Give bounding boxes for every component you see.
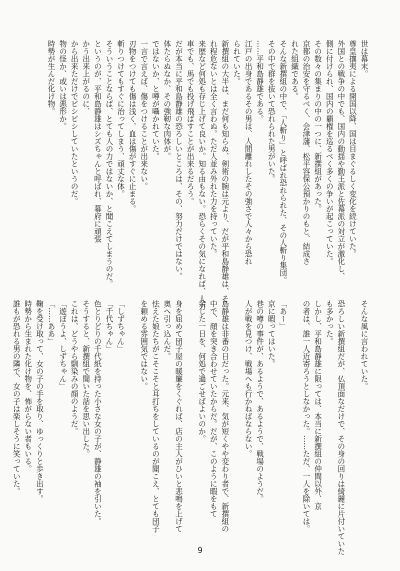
text-line bbox=[289, 300, 301, 505]
text-line: しかし、平和島静雄に限っては、本当に新撰組の仲間以外、京 bbox=[313, 300, 323, 510]
text-line: 物の怪か、或いは悪形か。 bbox=[58, 40, 68, 130]
text-line: 色とりどりの千代紙を持った小さな女の子が、静雄の袖を引いた。 bbox=[93, 300, 103, 525]
text-line bbox=[347, 300, 359, 505]
text-line: 人が戦を見つけ、戦場へも行かねばならない。 bbox=[244, 300, 254, 458]
text-line: 恐ろしい新撰組だが、仏頂面なだけで、その身の回りは綺麗に片付いていた bbox=[336, 300, 346, 555]
text-line: 島静雄は非番の日だった。元来、気が短くやや変わり者で、新撰組の bbox=[220, 300, 230, 533]
text-line: そういうことならば、とても人の力ではないか、と聞こえてしまうのだ。 bbox=[104, 40, 114, 288]
text-line: というのが、平和島静雄はシズちゃんと呼ばれ、幕府に頑張 bbox=[93, 40, 103, 243]
text-line: 「あー」 bbox=[278, 300, 288, 330]
text-line: 車でも、馬でも投げ飛ばすことが出来るだろう。 bbox=[186, 40, 196, 205]
text-line: だが本当に平和島静雄の恐ろしいところは、その、努力だけではない。 bbox=[174, 40, 184, 280]
text-line: ……平和島静雄である。 bbox=[255, 40, 265, 123]
text-line: ではないか、と噂が囁かれていた。 bbox=[151, 40, 161, 160]
text-line: られていた。 bbox=[232, 40, 242, 85]
text-line: 京都の治安を守るべく、会津藩、松平容保公預かりのもと、結成さ bbox=[302, 40, 312, 265]
text-line: 来歴など何処も存じ上げて良いか。知る由もない。恐らくその気になれば、人力 bbox=[197, 40, 207, 310]
text-line: 体たらぬなか、その強靭な肉体が。 bbox=[162, 40, 172, 160]
bottom-text-block bbox=[0, 300, 370, 555]
text-line: 江戸の出身であるその男は、人間離れしたその強さで人々から恐れ bbox=[244, 40, 254, 265]
text-line: れ程危ないとは全く言わぬ。ただ人並み外れた力を持っていた。 bbox=[209, 40, 219, 258]
text-line: 一言で言えば、傷をつけることが出来ない。 bbox=[139, 40, 149, 190]
text-line: 「千代ちゃん」 bbox=[104, 300, 114, 353]
text-line: そんな新撰組の中で、「人斬り」と呼ばれ恐れられた、その人斬り集団。 bbox=[278, 40, 288, 284]
text-line: 奥へ引っ込んだ。 bbox=[162, 300, 172, 360]
text-line: これは、どうやら馴染みの顔のようだ。 bbox=[70, 300, 80, 435]
text-line: 「遊ぼうよ、しずちゃん」 bbox=[58, 300, 68, 390]
text-line: から出来ただけでビシビシしていたというのだ。 bbox=[70, 40, 80, 205]
text-line: も多かった。 bbox=[325, 300, 335, 345]
text-line: 「……ああ」 bbox=[46, 300, 56, 345]
text-line: 巷の噂の事件が、あるようで、あるようで、戦場のようだ。 bbox=[255, 300, 265, 503]
text-line: かう出来上がるのに、 bbox=[81, 40, 91, 115]
text-line: そんな風に言われていた。 bbox=[360, 300, 369, 390]
text-line: その中で群を抜いて恐れられた男がいた。 bbox=[267, 40, 277, 183]
text-line: 尊皇攘夷による開国以降、国は目まぐるしく変化を続けていた。 bbox=[348, 40, 358, 258]
text-line: の者は、誰一人近寄ろうとしなかった。……ただ、一人を除いては。 bbox=[302, 300, 312, 533]
text-line: 余した一日を、何処で過ごせばよいのか。 bbox=[197, 300, 207, 443]
text-line: 斬りつけてもすぐに治ってしまう、頑丈な体。 bbox=[116, 40, 126, 198]
text-line: 鞠を受け取って、女の子の手を取り、ゆっくりと歩き出す。 bbox=[35, 300, 45, 503]
text-line: 新撰組の大半は、まだ何も知らぬ、剣術の腕は元より、だが平和島静雄は、そ bbox=[220, 40, 230, 303]
text-line: そうすると、新撰組で聞いた話を思い出した。 bbox=[81, 300, 91, 458]
text-line: れた組織である。 bbox=[290, 40, 300, 100]
text-line: 「しずちゃん」 bbox=[116, 300, 126, 353]
text-line: 中で、顔を突き合わせていたからだ。だが、このように暇をもて bbox=[209, 300, 219, 518]
text-line: 側に付けられ、国内の覇権を巡るべく多くの争いが起こっていた。 bbox=[325, 40, 335, 265]
text-line bbox=[231, 300, 243, 505]
text-line: を頼める雰囲気ではない。 bbox=[139, 300, 149, 390]
text-line: 外国との戦争の中でも、国内の動揺や勤王派と佐幕派の対立が激化し、 bbox=[336, 40, 346, 280]
top-text-block bbox=[45, 40, 370, 310]
text-line: 誰もが恐れる男の隣で、女の子は楽しそうに笑っていた。 bbox=[12, 300, 22, 495]
text-line: 怯えた娘たちがこそこそと耳打ちをしているのが聞こえ、とても団子 bbox=[151, 300, 161, 533]
text-line bbox=[127, 300, 139, 505]
text-line: 時勢から生まれた化け物を、怖がらない者もいる。 bbox=[23, 300, 33, 473]
text-line: 刃物をつけても傷は浅く、血は傷がすぐに止まる。 bbox=[128, 40, 138, 213]
text-line: 世は幕末。 bbox=[360, 40, 369, 78]
text-line: 時勢が生んだ化け物。 bbox=[46, 40, 56, 115]
text-line bbox=[185, 300, 197, 505]
text-line bbox=[0, 300, 11, 505]
text-line: 身を屈めて団子屋の暖簾をくぐれば、店の主人がひいと悲鳴を上げて bbox=[174, 300, 184, 533]
text-line: その数々の集まりの中の一つに、新撰組があった。 bbox=[313, 40, 323, 213]
page-number: 9 bbox=[197, 546, 203, 555]
text-line: 京に暇ってはいた。 bbox=[267, 300, 277, 368]
